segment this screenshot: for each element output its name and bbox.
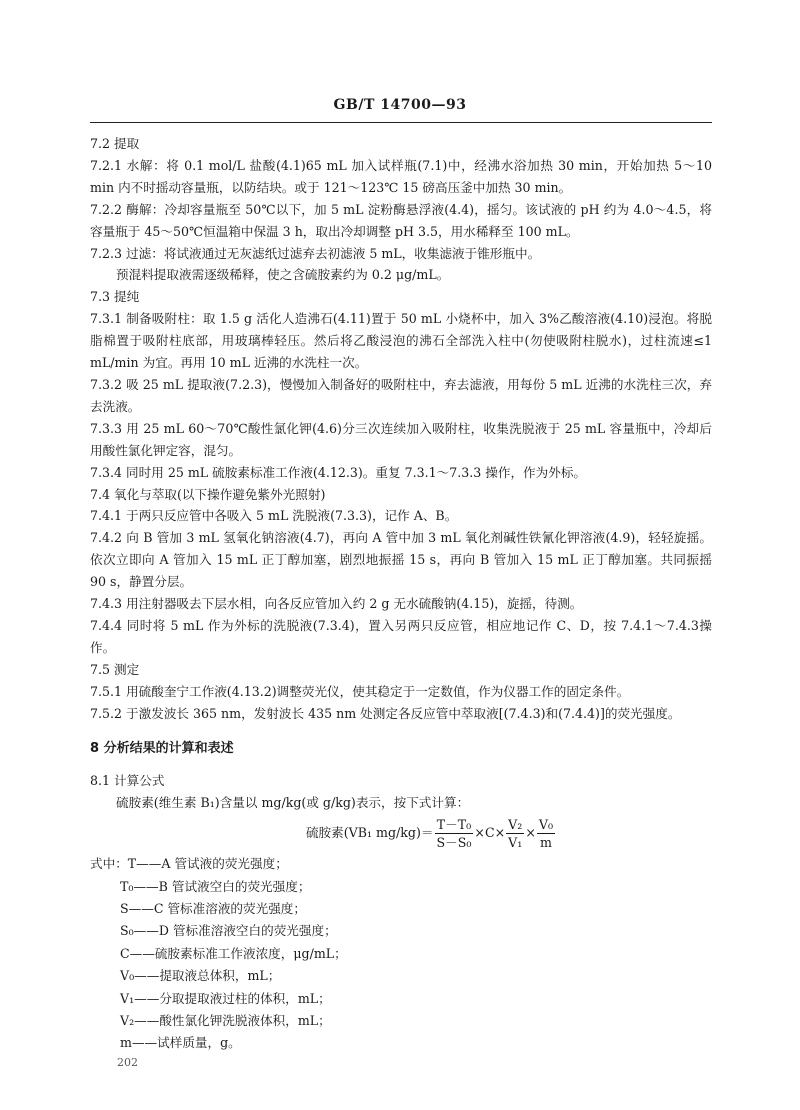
variable-definitions bbox=[90, 853, 712, 1055]
paragraph-7-2-2: 7.2.2 酶解：冷却容量瓶至 50℃以下，加 5 mL 淀粉酶悬浮液(4.4)，摇匀。该试液的 pH 约为 4.0～4.5，将容量瓶于 45～50℃恒温箱中保温 3 h，取出冷却调整 pH 3.5，用水稀释至 100 mL。 bbox=[90, 201, 712, 239]
definition-item: m——试样质量，g。 bbox=[120, 1035, 241, 1051]
paragraph-7-4-1: 7.4.1 于两只反应管中各吸入 5 mL 洗脱液(7.3.3)，记作 A、B。 bbox=[90, 508, 458, 524]
page-content bbox=[90, 133, 712, 1055]
page-header: GB/T 14700—93 bbox=[333, 97, 467, 113]
definition-item: V₂——酸性氯化钾洗脱液体积，mL； bbox=[120, 1013, 331, 1029]
paragraph-premix-note: 预混料提取液需逐级稀释，使之含硫胺素约为 0.2 μg/mL。 bbox=[116, 267, 450, 283]
fraction-numerator: T－T₀ bbox=[435, 816, 474, 834]
page-number: 202 bbox=[117, 1056, 138, 1069]
calculation-formula bbox=[150, 816, 712, 851]
heading-8-1: 8.1 计算公式 bbox=[90, 773, 165, 789]
definition-item: 式中：T——A 管试液的荧光强度； bbox=[90, 856, 288, 872]
heading-7-3: 7.3 提纯 bbox=[90, 289, 140, 305]
fraction-denominator: V₁ bbox=[508, 835, 523, 851]
paragraph-7-3-2: 7.3.2 吸 25 mL 提取液(7.2.3)，慢慢加入制备好的吸附柱中，弃去滤液，用每份 5 mL 近沸的水洗柱三次，弃去洗液。 bbox=[90, 376, 712, 414]
header-rule bbox=[90, 122, 712, 123]
paragraph-7-5-2: 7.5.2 于激发波长 365 nm，发射波长 435 nm 处测定各反应管中萃取液[(7.4.3)和(7.4.4)]的荧光强度。 bbox=[90, 705, 681, 721]
formula-times: × bbox=[525, 825, 536, 841]
heading-7-2: 7.2 提取 bbox=[90, 136, 140, 151]
definition-item: C——硫胺素标准工作液浓度，μg/mL； bbox=[120, 945, 347, 961]
heading-7-5: 7.5 测定 bbox=[90, 661, 140, 677]
definition-item: S₀——D 管标准溶液空白的荧光强度； bbox=[120, 923, 337, 939]
fraction-denominator: S－S₀ bbox=[436, 835, 472, 851]
paragraph-7-3-4: 7.3.4 同时用 25 mL 硫胺素标准工作液(4.12.3)。重复 7.3.1～7.3.3 操作，作为外标。 bbox=[90, 464, 587, 480]
paragraph-7-5-1: 7.5.1 用硫酸奎宁工作液(4.13.2)调整荧光仪，使其稳定于一定数值，作为仪器工作的固定条件。 bbox=[90, 683, 630, 699]
formula-lhs: 硫胺素(VB₁ mg/kg)＝ bbox=[305, 825, 434, 841]
fraction-numerator: V₀ bbox=[538, 817, 554, 833]
paragraph-7-2-3: 7.2.3 过滤：将试液通过无灰滤纸过滤弃去初滤液 5 mL，收集滤液于锥形瓶中。 bbox=[90, 245, 541, 261]
paragraph-7-4-2: 7.4.2 向 B 管加 3 mL 氢氧化钠溶液(4.7)，再向 A 管中加 3 mL 氧化剂碱性铁氰化钾溶液(4.9)，轻轻旋摇。依次立即向 A 管加入 15 mL 正丁醇加塞，剧烈地振摇 15 s，再向 B 管加入 15 mL 正丁醇加塞。共同振摇 90 s，静置分层。 bbox=[90, 530, 712, 590]
fraction-denominator: m bbox=[539, 835, 552, 851]
definition-item: S——C 管标准溶液的荧光强度； bbox=[120, 901, 306, 916]
paragraph-7-2-1: 7.2.1 水解：将 0.1 mol/L 盐酸(4.1)65 mL 加入试样瓶(7.1)中，经沸水浴加热 30 min，开始加热 5～10 min 内不时摇动容量瓶，以防结块。或于 121～123℃ 15 磅高压釜中加热 30 min。 bbox=[90, 157, 712, 195]
paragraph-7-4-3: 7.4.3 用注射器吸去下层水相，向各反应管加入约 2 g 无水硫酸钠(4.15)，旋摇，待测。 bbox=[90, 596, 583, 612]
definition-item: T₀——B 管试液空白的荧光强度； bbox=[120, 878, 311, 894]
paragraph-7-3-1: 7.3.1 制备吸附柱：取 1.5 g 活化人造沸石(4.11)置于 50 mL 小烧杯中，加入 3%乙酸溶液(4.10)浸泡。将脱脂棉置于吸附柱底部，用玻璃棒轻压。然后将乙酸浸泡的沸石全部洗入柱中(勿使吸附柱脱水)，过柱流速≤1 mL/min 为宜。再用 10 mL 近沸的水洗柱一次。 bbox=[90, 311, 712, 371]
fraction-volume-ratio bbox=[506, 816, 524, 851]
paragraph-7-4-4: 7.4.4 同时将 5 mL 作为外标的洗脱液(7.3.4)，置入另两只反应管，相应地记作 C、D，按 7.4.1～7.4.3操作。 bbox=[90, 617, 712, 655]
paragraph-7-3-3: 7.3.3 用 25 mL 60～70℃酸性氯化钾(4.6)分三次连续加入吸附柱，收集洗脱液于 25 mL 容量瓶中，冷却后用酸性氯化钾定容，混匀。 bbox=[90, 420, 712, 458]
heading-7-4: 7.4 氧化与萃取(以下操作避免紫外光照射) bbox=[90, 486, 326, 502]
fraction-numerator: V₂ bbox=[508, 817, 523, 833]
formula-intro: 硫胺素(维生素 B₁)含量以 mg/kg(或 g/kg)表示，按下式计算： bbox=[116, 795, 470, 811]
formula-mid: ×C× bbox=[474, 825, 506, 841]
definition-item: V₁——分取提取液过柱的体积，mL； bbox=[120, 990, 331, 1006]
fraction-volume-mass bbox=[537, 816, 555, 851]
fraction-fluorescence bbox=[435, 816, 474, 851]
definition-item: V₀——提取液总体积，mL； bbox=[120, 968, 281, 984]
section-8-title: 8 分析结果的计算和表述 bbox=[90, 741, 234, 757]
